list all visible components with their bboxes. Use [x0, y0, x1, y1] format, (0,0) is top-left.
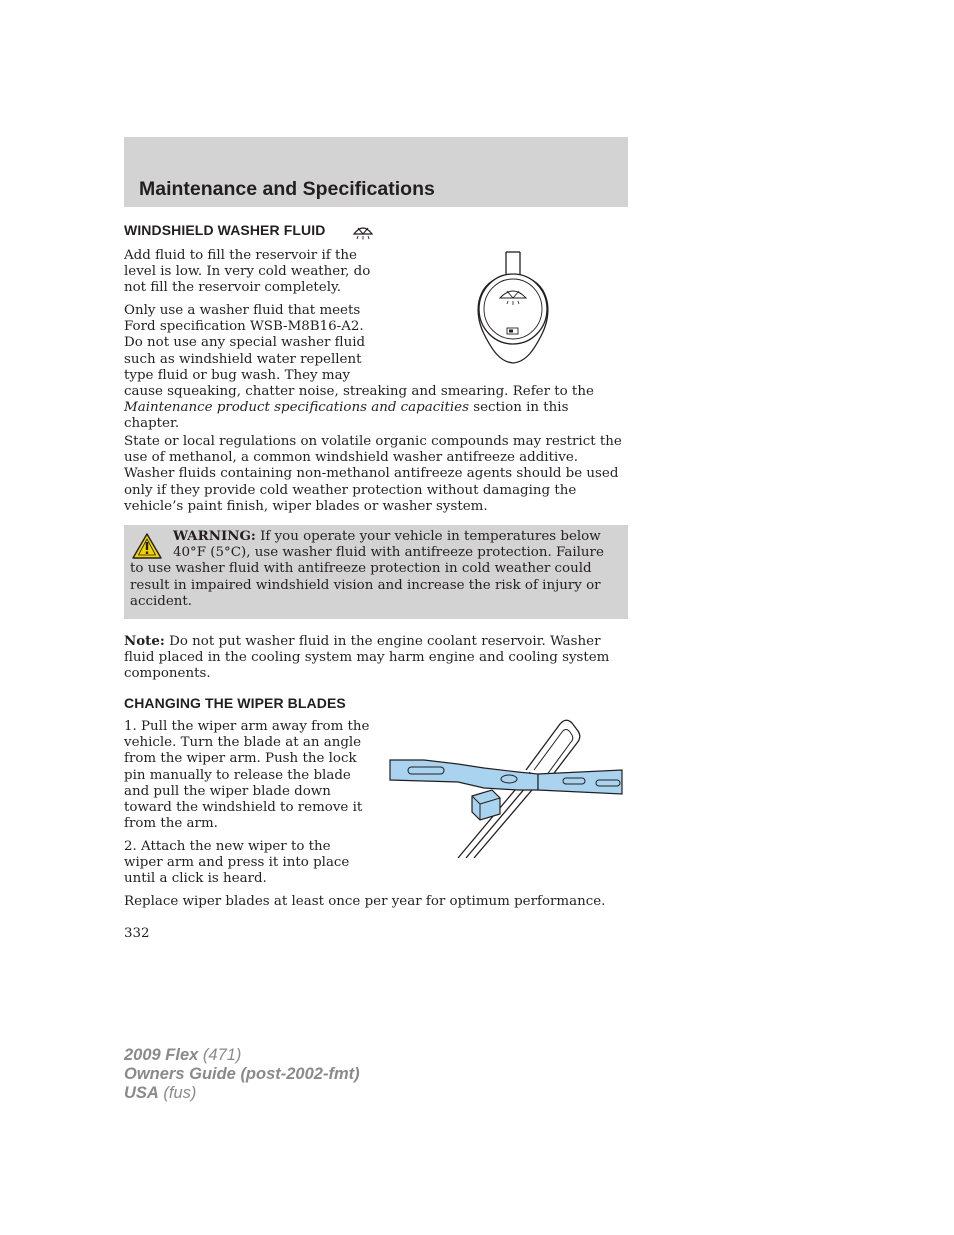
text-line: fluid placed in the cooling system may harm engine and cooling system [124, 650, 610, 666]
text-line: only if they provide cold weather protection without damaging the [124, 482, 577, 498]
text-line: such as windshield water repellent [124, 351, 362, 367]
footer-line [124, 1084, 360, 1103]
text-line: chapter. [124, 416, 180, 432]
text-line: wiper arm and press it into place [124, 855, 350, 871]
document-footer [124, 1046, 360, 1103]
text-line: toward the windshield to remove it [124, 800, 363, 816]
text-line: from the arm. [124, 816, 218, 832]
text-line: vehicle’s paint finish, wiper blades or washer system. [124, 498, 488, 514]
wiper-blade-illustration [388, 718, 624, 862]
text-line [124, 633, 609, 650]
text-line: Washer fluids containing non-methanol antifreeze agents should be used [124, 466, 619, 482]
text-line: Only use a washer fluid that meets [124, 303, 361, 318]
warning-text [130, 528, 604, 610]
text-fragment: Do not put washer fluid in the engine coolant reservoir. Washer [164, 634, 601, 649]
note-label: Note: [124, 633, 165, 649]
footer-model: 2009 Flex [124, 1046, 199, 1064]
warning-box [124, 525, 628, 619]
text-line: accident. [130, 593, 193, 609]
text-line: 2. Attach the new wiper to the [124, 839, 331, 854]
windshield-washer-icon [352, 222, 374, 240]
text-fragment: If you operate your vehicle in temperatures below [255, 529, 601, 544]
footer-guide: Owners Guide (post-2002-fmt) [124, 1065, 360, 1083]
text-line [124, 400, 594, 416]
text-line: components. [124, 666, 211, 682]
section-header-band [124, 137, 628, 207]
text-line: 40°F (5°C), use washer fluid with antifreeze protection. Failure [173, 545, 604, 561]
text-line: Do not use any special washer fluid [124, 335, 366, 351]
washer-paragraph-1 [124, 248, 370, 297]
text-line: to use washer fluid with antifreeze protection in cold weather could [130, 561, 592, 577]
text-line: cause squeaking, chatter noise, streaking and smearing. Refer to the [124, 384, 594, 400]
text-line: Replace wiper blades at least once per year for optimum performance. [124, 894, 606, 909]
text-line: State or local regulations on volatile organic compounds may restrict the [124, 434, 622, 449]
wiper-closing-line [124, 894, 605, 910]
footer-code: (471) [198, 1046, 242, 1064]
text-line: until a click is heard. [124, 871, 267, 887]
washer-fluid-heading: WINDSHIELD WASHER FLUID [124, 222, 326, 238]
washer-reservoir-cap-illustration [470, 250, 562, 368]
text-line: Ford specification WSB-M8B16-A2. [124, 319, 364, 335]
wiper-blades-heading: CHANGING THE WIPER BLADES [124, 695, 346, 711]
text-line: from the wiper arm. Push the lock [124, 751, 357, 767]
section-title: Maintenance and Specifications [139, 178, 435, 200]
text-line: result in impaired windshield vision and increase the risk of injury or [130, 577, 601, 593]
page-number: 332 [124, 926, 150, 941]
wiper-step-1 [124, 719, 369, 832]
text-line: Add fluid to fill the reservoir if the [124, 248, 357, 263]
note-paragraph [124, 633, 609, 683]
footer-line [124, 1065, 360, 1084]
washer-paragraph-3 [124, 434, 622, 515]
manual-section-reference: Maintenance product specifications and capacities [124, 400, 469, 416]
text-line: 1. Pull the wiper arm away from the [124, 719, 370, 734]
text-line: pin manually to release the blade [124, 767, 351, 783]
footer-market-code: (fus) [158, 1084, 197, 1102]
footer-line [124, 1046, 360, 1065]
text-line: and pull the wiper blade down [124, 783, 331, 799]
text-fragment: section in this [468, 400, 569, 416]
text-line: level is low. In very cold weather, do [124, 264, 371, 280]
footer-market: USA [124, 1084, 159, 1102]
text-line: vehicle. Turn the blade at an angle [124, 735, 362, 751]
text-line [130, 528, 604, 545]
wiper-step-2 [124, 839, 349, 888]
warning-label: WARNING: [173, 528, 256, 544]
text-line: type fluid or bug wash. They may [124, 367, 351, 383]
text-line: use of methanol, a common windshield washer antifreeze additive. [124, 450, 578, 466]
text-line: not fill the reservoir completely. [124, 280, 342, 296]
